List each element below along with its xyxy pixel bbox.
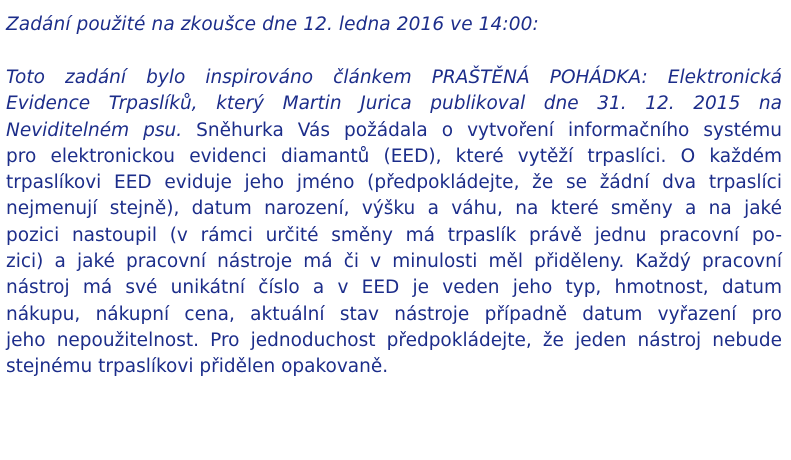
paragraph-line-text: jeho nepoužitelnost. Pro jednoduchost předpokládejte, že jeden nástroj nebude bbox=[6, 329, 782, 351]
paragraph-line-text: nejmenují stejně), datum narození, výšku a váhu, na které směny a na jaké bbox=[6, 198, 782, 220]
paragraph-line bbox=[6, 170, 782, 196]
paragraph-line-text: stejnému trpaslíkovi přidělen opakovaně. bbox=[6, 356, 389, 378]
paragraph-line-text: pro elektronickou evidenci diamantů (EED), které vytěží trpaslíci. O každém bbox=[6, 145, 782, 167]
paragraph-line-text: trpaslíkovi EED eviduje jeho jméno (předpokládejte, že se žádní dva trpaslíci bbox=[6, 172, 782, 194]
paragraph-line bbox=[6, 249, 782, 275]
paragraph-line bbox=[6, 275, 782, 301]
paragraph-line bbox=[6, 223, 782, 249]
paragraph-line-italic: Toto zadání bylo inspirováno článkem PRAŠTĚNÁ POHÁDKA: Elektronická bbox=[6, 67, 782, 88]
paragraph-line bbox=[6, 118, 782, 144]
assignment-paragraph bbox=[6, 65, 782, 381]
paragraph-line-text: nákupu, nákupní cena, aktuální stav nástroje případně datum vyřazení pro bbox=[6, 303, 782, 325]
paragraph-line-text: zici) a jaké pracovní nástroje má či v minulosti měl přiděleny. Každý pracovní bbox=[6, 251, 782, 273]
paragraph-line-italic: Neviditelném psu. bbox=[6, 119, 183, 141]
paragraph-line bbox=[6, 328, 782, 354]
paragraph-line bbox=[6, 144, 782, 170]
paragraph-line bbox=[6, 302, 782, 328]
exam-heading: Zadání použité na zkoušce dne 12. ledna 2016 ve 14:00: bbox=[6, 14, 539, 35]
paragraph-line bbox=[6, 354, 782, 380]
paragraph-line bbox=[6, 65, 782, 91]
paragraph-line-text: pozici nastoupil (v rámci určité směny má trpaslík právě jednu pracovní po- bbox=[6, 224, 782, 246]
paragraph-line-text: nástroj má své unikátní číslo a v EED je veden jeho typ, hmotnost, datum bbox=[6, 277, 782, 299]
paragraph-line-italic: Evidence Trpaslíků, který Martin Jurica publikoval dne 31. 12. 2015 na bbox=[6, 93, 782, 115]
paragraph-line-text: Sněhurka Vás požádala o vytvoření informačního systému bbox=[182, 119, 783, 141]
paragraph-line bbox=[6, 196, 782, 222]
paragraph-line bbox=[6, 91, 782, 117]
